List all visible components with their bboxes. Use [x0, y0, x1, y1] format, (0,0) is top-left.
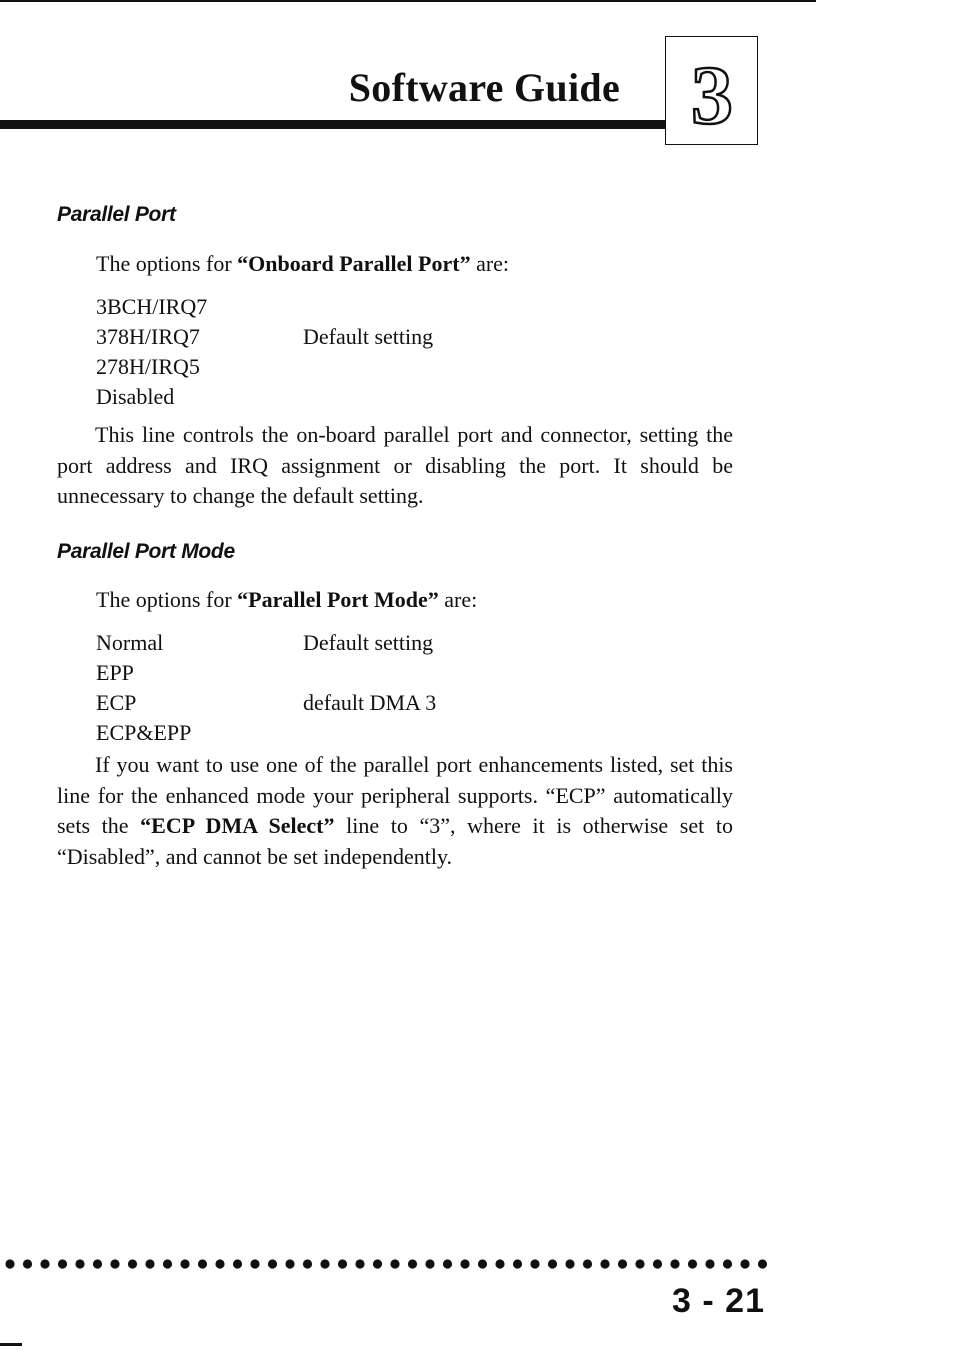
- option-value: ECP: [96, 690, 137, 715]
- footer-dot: [320, 1259, 329, 1268]
- footer-dot: [723, 1259, 732, 1268]
- footer-dot: [513, 1259, 522, 1268]
- page-number: 3 - 21: [672, 1282, 765, 1320]
- footer-dot: [215, 1259, 224, 1268]
- footer-dot: [355, 1259, 364, 1268]
- footer-dot: [93, 1259, 102, 1268]
- footer-dot: [635, 1259, 644, 1268]
- intro-suffix: are:: [438, 587, 478, 612]
- section-heading-parallel-port: Parallel Port: [57, 203, 176, 226]
- footer-dot: [180, 1259, 189, 1268]
- intro-suffix: are:: [470, 251, 510, 276]
- chapter-number-graphic: [672, 43, 752, 139]
- option-note: Default setting: [303, 324, 434, 349]
- paragraph-text: line to “3”, where it is otherwise set to “Disabled”, and cannot be set independently.: [57, 813, 733, 869]
- footer-dot: [583, 1259, 592, 1268]
- footer-dot: [233, 1259, 242, 1268]
- corner-mark: [0, 1343, 22, 1346]
- footer-dot: [303, 1259, 312, 1268]
- footer-dot: [75, 1259, 84, 1268]
- paragraph-text: If you want to use one of the parallel port enhancements listed, set this line for the enhanced mode your peripheral supports. “ECP” automatically sets the: [57, 752, 733, 838]
- footer-dot: [495, 1259, 504, 1268]
- intro-close-quote: ”: [427, 587, 439, 612]
- intro-prefix: The options for: [96, 587, 238, 612]
- option-value: 278H/IRQ5: [96, 354, 200, 379]
- footer-dot: [565, 1259, 574, 1268]
- page-title: Software Guide: [348, 65, 620, 110]
- footer-dot: [145, 1259, 154, 1268]
- footer-dot: [478, 1259, 487, 1268]
- footer-dot: [670, 1259, 679, 1268]
- intro-open-quote: “: [237, 251, 249, 276]
- footer-dot: [460, 1259, 469, 1268]
- paragraph-open-quote: “: [140, 813, 152, 838]
- options-intro-parallel-port-mode: [96, 585, 477, 615]
- footer-dot: [688, 1259, 697, 1268]
- option-value: ECP&EPP: [96, 720, 192, 745]
- footer-dot: [390, 1259, 399, 1268]
- option-value: 378H/IRQ7: [96, 324, 200, 349]
- chapter-number-box: [665, 36, 758, 145]
- footer-dot-rule: [0, 1254, 780, 1274]
- intro-field-name: Onboard Parallel Port: [248, 251, 460, 276]
- footer-dot: [705, 1259, 714, 1268]
- options-intro-parallel-port: [96, 249, 509, 279]
- footer-dot: [740, 1259, 749, 1268]
- footer-dot: [758, 1259, 767, 1268]
- footer-dot: [128, 1259, 137, 1268]
- option-note: Default setting: [303, 630, 434, 655]
- footer-dot: [600, 1259, 609, 1268]
- footer-dot: [58, 1259, 67, 1268]
- footer-dot: [268, 1259, 277, 1268]
- footer-dot: [618, 1259, 627, 1268]
- paragraph-text: This line controls the on-board parallel port and connector, setting the port address and IRQ assignment or disabling the port. It should be unnecessary to change the default setting.: [57, 422, 733, 508]
- option-value: Normal: [96, 630, 164, 655]
- paragraph-field-name: ECP DMA Select: [151, 813, 324, 838]
- description-paragraph-parallel-port: [57, 420, 733, 512]
- footer-dot: [425, 1259, 434, 1268]
- option-value: Disabled: [96, 384, 175, 409]
- footer-dot: [163, 1259, 172, 1268]
- option-value: 3BCH/IRQ7: [96, 294, 208, 319]
- footer-dot: [653, 1259, 662, 1268]
- footer-dot: [110, 1259, 119, 1268]
- section-heading-parallel-port-mode: Parallel Port Mode: [57, 540, 235, 563]
- footer-dot: [373, 1259, 382, 1268]
- intro-field-name: Parallel Port Mode: [248, 587, 428, 612]
- footer-dot: [285, 1259, 294, 1268]
- intro-open-quote: “: [237, 587, 249, 612]
- chapter-number-outline: 3: [690, 48, 733, 139]
- footer-dot: [530, 1259, 539, 1268]
- paragraph-close-quote: ”: [323, 813, 335, 838]
- top-rule: [0, 0, 816, 2]
- footer-dot: [338, 1259, 347, 1268]
- footer-dot: [443, 1259, 452, 1268]
- description-paragraph-parallel-port-mode: [57, 750, 733, 872]
- footer-dot: [5, 1259, 14, 1268]
- footer-dot: [23, 1259, 32, 1268]
- footer-dot: [408, 1259, 417, 1268]
- footer-dot: [198, 1259, 207, 1268]
- intro-close-quote: ”: [459, 251, 471, 276]
- footer-dot: [250, 1259, 259, 1268]
- footer-dot: [548, 1259, 557, 1268]
- option-value: EPP: [96, 660, 134, 685]
- header-bar: [0, 120, 665, 129]
- intro-prefix: The options for: [96, 251, 238, 276]
- option-note: default DMA 3: [303, 690, 437, 715]
- footer-dot: [40, 1259, 49, 1268]
